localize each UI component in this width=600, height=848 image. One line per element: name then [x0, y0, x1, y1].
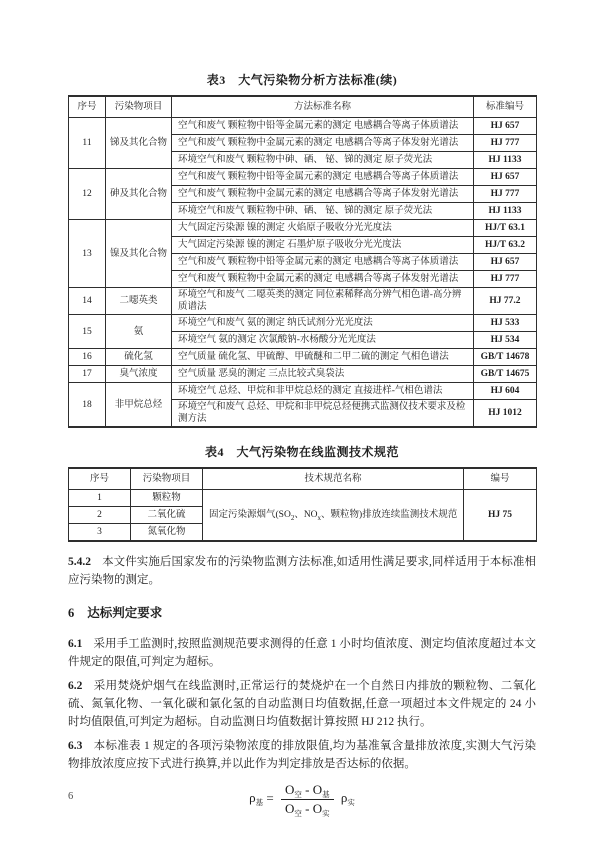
table4-title: 表4 大气污染物在线监测技术规范 — [204, 445, 399, 459]
standard-code-cell: GB/T 14678 — [474, 349, 537, 366]
col-header-method-name: 方法标准名称 — [172, 96, 474, 118]
table-row — [69, 220, 537, 237]
section-number: 6 — [68, 606, 75, 620]
method-name-cell: 环境空气和废气 二噁英类的测定 同位素稀释高分辨气相色谱-高分辨质谱法 — [172, 288, 474, 315]
col-header-serial: 序号 — [69, 468, 131, 490]
pollutant-cell: 臭气浓度 — [106, 366, 172, 383]
method-name-cell: 空气和废气 颗粒物中铅等金属元素的测定 电感耦合等离子体质谱法 — [172, 118, 474, 135]
standard-code-cell: HJ 1133 — [474, 203, 537, 220]
standard-code-cell: HJ 657 — [474, 254, 537, 271]
table-row — [69, 288, 537, 315]
spec-subscript: x — [317, 513, 322, 522]
method-name-cell: 环境空气和废气 颗粒物中砷、硒、 铋、锑的测定 原子荧光法 — [172, 203, 474, 220]
serial-cell: 18 — [69, 383, 106, 428]
table-row — [69, 315, 537, 332]
col-header-pollutant: 污染物项目 — [106, 96, 172, 118]
col-header-code: 编号 — [464, 468, 537, 490]
method-name-cell: 空气和废气 颗粒物中金属元素的测定 电感耦合等离子体发射光谱法 — [172, 135, 474, 152]
pollutant-cell: 氨 — [106, 315, 172, 349]
clause-text: 采用焚烧炉烟气在线监测时,正常运行的焚烧炉在一个自然日内排放的颗粒物、二氧化硫、氮氧化物、一氧化碳和氯化氢的自动监测日均值数据,任意一项超过本文件规定的 24 小时均值限值,可判定为超标。自动监测日均值数据计算按照 HJ 212 执行。 — [68, 680, 536, 728]
table3-title: 表3 大气污染物分析方法标准(续) — [206, 73, 398, 87]
serial-cell: 17 — [69, 366, 106, 383]
method-name-cell: 环境空气 总烃、甲烷和非甲烷总烃的测定 直接进样-气相色谱法 — [172, 383, 474, 400]
method-name-cell: 环境空气和废气 总烃、甲烷和非甲烷总烃便携式监测仪技术要求及检测方法 — [172, 400, 474, 428]
table-row — [69, 118, 537, 135]
serial-cell: 13 — [69, 220, 106, 288]
clause-label: 6.3 — [68, 740, 83, 752]
table3-header-row — [69, 96, 537, 118]
serial-cell: 15 — [69, 315, 106, 349]
spec-text-post: 、颗粒物)排放连续监测技术规范 — [321, 510, 458, 520]
pollutant-cell: 二噁英类 — [106, 288, 172, 315]
method-name-cell: 大气固定污染源 镍的测定 火焰原子吸收分光光度法 — [172, 220, 474, 237]
method-name-cell: 空气质量 硫化氢、甲硫醇、甲硫醚和二甲二硫的测定 气相色谱法 — [172, 349, 474, 366]
table-row — [69, 366, 537, 383]
method-name-cell: 大气固定污染源 镍的测定 石墨炉原子吸收分光光度法 — [172, 237, 474, 254]
standard-code-cell: HJ 77.2 — [474, 288, 537, 315]
spec-text-mid: 、NO — [294, 510, 318, 520]
standard-code-cell: HJ 534 — [474, 332, 537, 349]
clause-6-3 — [68, 737, 536, 773]
method-name-cell: 环境空气和废气 颗粒物中砷、硒、 铋、锑的测定 原子荧光法 — [172, 152, 474, 169]
clause-5-4-2 — [68, 553, 536, 589]
pollutant-cell: 硫化氢 — [106, 349, 172, 366]
standard-code-cell: HJ 777 — [474, 271, 537, 288]
method-name-cell: 空气和废气 颗粒物中金属元素的测定 电感耦合等离子体发射光谱法 — [172, 186, 474, 203]
method-name-cell: 空气和废气 颗粒物中铅等金属元素的测定 电感耦合等离子体质谱法 — [172, 254, 474, 271]
table4-online-monitoring — [68, 467, 537, 542]
col-header-serial: 序号 — [69, 96, 106, 118]
spec-name-cell — [203, 490, 464, 542]
pollutant-cell: 砷及其化合物 — [106, 169, 172, 220]
standard-code-cell: HJ 1133 — [474, 152, 537, 169]
serial-cell: 14 — [69, 288, 106, 315]
clause-6-1 — [68, 635, 536, 671]
pollutant-cell: 氮氧化物 — [131, 524, 203, 542]
pollutant-cell: 颗粒物 — [131, 490, 203, 507]
page-content — [68, 0, 536, 817]
table-row — [69, 169, 537, 186]
table-row — [69, 383, 537, 400]
standard-code-cell: HJ 657 — [474, 169, 537, 186]
clause-text: 本标准表 1 规定的各项污染物浓度的排放限值,均为基准氧含量排放浓度,实测大气污染物排放浓度应按下式进行换算,并以此作为判定排放是否达标的依据。 — [68, 740, 536, 770]
standard-code-cell: HJ 1012 — [474, 400, 537, 428]
serial-cell: 2 — [69, 507, 131, 524]
clause-label: 5.4.2 — [68, 556, 91, 568]
clause-label: 6.2 — [68, 680, 83, 692]
standard-code-cell: HJ/T 63.1 — [474, 220, 537, 237]
col-header-spec-name: 技术规范名称 — [203, 468, 464, 490]
spec-code-cell: HJ 75 — [464, 490, 537, 542]
table-row — [69, 349, 537, 366]
clause-text: 采用手工监测时,按照监测规范要求测得的任意 1 小时均值浓度、测定均值浓度超过本文件规定的限值,可判定为超标。 — [68, 638, 536, 668]
method-name-cell: 环境空气和废气 氨的测定 纳氏试剂分光光度法 — [172, 315, 474, 332]
pollutant-cell: 锑及其化合物 — [106, 118, 172, 169]
oxygen-correction-formula — [68, 782, 536, 817]
page-number: 6 — [68, 791, 74, 802]
table4-header-row — [69, 468, 537, 490]
pollutant-cell: 非甲烷总烃 — [106, 383, 172, 428]
method-name-cell: 空气和废气 颗粒物中铅等金属元素的测定 电感耦合等离子体质谱法 — [172, 169, 474, 186]
standard-code-cell: HJ 777 — [474, 135, 537, 152]
col-header-standard-code: 标准编号 — [474, 96, 537, 118]
spec-text-pre: 固定污染源烟气(SO — [209, 510, 291, 520]
standard-code-cell: HJ/T 63.2 — [474, 237, 537, 254]
spec-subscript: 2 — [290, 513, 295, 522]
serial-cell: 11 — [69, 118, 106, 169]
method-name-cell: 空气和废气 颗粒物中金属元素的测定 电感耦合等离子体发射光谱法 — [172, 271, 474, 288]
section-6-heading — [68, 604, 536, 622]
pollutant-cell: 二氧化硫 — [131, 507, 203, 524]
serial-cell: 3 — [69, 524, 131, 542]
serial-cell: 12 — [69, 169, 106, 220]
formula-rhs: $\rho_实$ — [340, 790, 355, 808]
equals-sign: = — [266, 790, 274, 806]
formula-fraction — [281, 782, 334, 817]
formula-numerator: $O_空 - O_基$ — [281, 782, 334, 800]
col-header-pollutant: 污染物项目 — [131, 468, 203, 490]
formula-lhs: $\rho_基$ — [249, 790, 264, 808]
serial-cell: 16 — [69, 349, 106, 366]
clause-text: 本文件实施后国家发布的污染物监测方法标准,如适用性满足要求,同样适用于本标准相应污染物的测定。 — [68, 556, 536, 586]
serial-cell: 1 — [69, 490, 131, 507]
standard-code-cell: HJ 657 — [474, 118, 537, 135]
formula-denominator: $O_空 - O_实$ — [284, 801, 330, 818]
standard-code-cell: HJ 533 — [474, 315, 537, 332]
standard-code-cell: HJ 777 — [474, 186, 537, 203]
method-name-cell: 环境空气 氨的测定 次氯酸钠-水杨酸分光光度法 — [172, 332, 474, 349]
method-name-cell: 空气质量 恶臭的测定 三点比较式臭袋法 — [172, 366, 474, 383]
table3-analysis-methods — [68, 95, 537, 428]
section-title: 达标判定要求 — [87, 606, 163, 620]
clause-label: 6.1 — [68, 638, 83, 650]
table-row — [69, 490, 537, 507]
standard-code-cell: GB/T 14675 — [474, 366, 537, 383]
pollutant-cell: 镍及其化合物 — [106, 220, 172, 288]
clause-6-2 — [68, 677, 536, 731]
standard-code-cell: HJ 604 — [474, 383, 537, 400]
